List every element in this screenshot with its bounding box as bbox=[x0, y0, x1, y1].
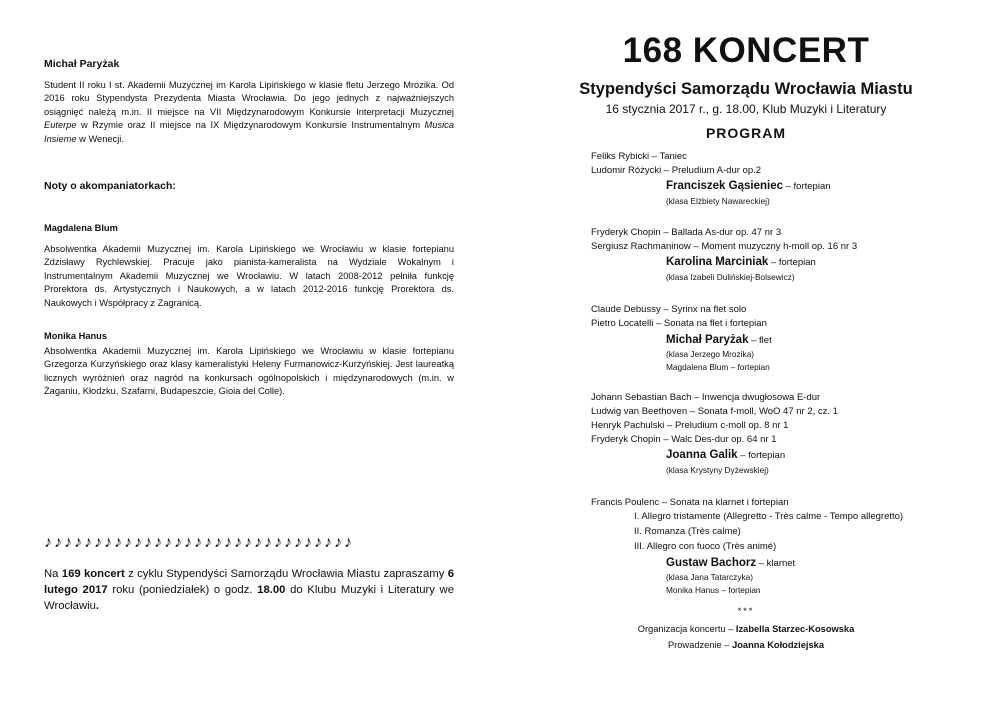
accompanist: Monika Hanus – fortepian bbox=[666, 585, 761, 595]
performer-role: – klarnet bbox=[756, 558, 796, 569]
performer-role: – fortepian bbox=[737, 450, 786, 461]
movement: II. Romanza (Très calme) bbox=[634, 526, 741, 537]
organizer-label: Organizacja koncertu – bbox=[637, 624, 736, 634]
performer-role: – flet bbox=[748, 335, 772, 346]
notes-title: Noty o akompaniatorkach: bbox=[44, 180, 176, 192]
bio-text-part: w Rzymie oraz II miejsce na IX Międzynarodowym Konkursie Instrumentalnym bbox=[76, 120, 425, 131]
performer bbox=[666, 333, 772, 348]
invite-number: 169 koncert bbox=[61, 568, 125, 580]
program-work: Claude Debussy – Syrinx na flet solo bbox=[591, 304, 747, 315]
separator-stars: *** bbox=[737, 606, 755, 616]
performer-name: Karolina Marciniak bbox=[666, 256, 769, 268]
accompanist-1 bbox=[44, 222, 454, 311]
movement: III. Allegro con fuoco (Très animé) bbox=[634, 541, 777, 552]
invite-part: . bbox=[95, 600, 100, 612]
next-concert-invite bbox=[44, 566, 454, 614]
performer-name: Joanna Galik bbox=[666, 449, 738, 461]
program-work: Pietro Locatelli – Sonata na flet i fortepian bbox=[591, 318, 767, 329]
performer bbox=[666, 255, 816, 270]
teacher-class: (klasa Jana Tatarczyka) bbox=[666, 572, 753, 582]
bio-name: Michał Paryżak bbox=[44, 58, 120, 70]
teacher-class: (klasa Jerzego Mrozika) bbox=[666, 349, 755, 359]
acc2-text: Absolwentka Akademii Muzycznej im. Karola Lipińskiego we Wrocławiu w klasie fortepianu Grzegorza Kurzyńskiego oraz klasy kameralistyki Heleny Furmanowicz-Kurzyńskiej. Jest laureatką licznych wyróżnień oraz nagród na konkursach ogólnopolskich i międzynarodowych (m.in. w Żaganiu, Kłodzku, Szafarni, Budapeszcie, Gioia del Colle). bbox=[44, 345, 454, 397]
acc2-name: Monika Hanus bbox=[44, 331, 108, 341]
teacher-class: (klasa Krystyny Dyżewskiej) bbox=[666, 465, 769, 475]
invite-part: Na bbox=[44, 568, 62, 580]
organizer-line bbox=[500, 624, 992, 634]
organizer-name: Izabella Starzec-Kosowska bbox=[735, 624, 855, 634]
invite-time: 18.00 bbox=[257, 584, 286, 596]
performer bbox=[666, 179, 831, 194]
accompanist-2 bbox=[44, 330, 454, 399]
invite-part: z cyklu Stypendyści Samorządu Wrocławia Miastu zapraszamy bbox=[124, 568, 448, 580]
acc1-name: Magdalena Blum bbox=[44, 223, 118, 233]
program-work: Fryderyk Chopin – Walc Des-dur op. 64 nr 1 bbox=[591, 434, 777, 445]
concert-subtitle: Stypendyści Samorządu Wrocławia Miastu bbox=[579, 80, 913, 98]
music-notes-divider: ♪♪♪♪♪♪♪♪♪♪♪♪♪♪♪♪♪♪♪♪♪♪♪♪♪♪♪♪♪♪♪ bbox=[44, 534, 354, 551]
performer bbox=[666, 556, 795, 571]
bio-musica: Musica Insieme bbox=[44, 120, 454, 144]
program-work: Johann Sebastian Bach – Inwencja dwugłosowa E-dur bbox=[591, 392, 821, 403]
invite-part: roku (poniedziałek) o godz. bbox=[107, 584, 258, 596]
bio-section bbox=[44, 58, 454, 147]
host-name: Joanna Kołodziejska bbox=[732, 640, 825, 650]
bio-euterpe: Euterpe bbox=[44, 120, 77, 131]
program-work: Ludomir Różycki – Preludium A-dur op.2 bbox=[591, 165, 762, 176]
performer-name: Michał Paryżak bbox=[666, 334, 749, 346]
host-label: Prowadzenie – bbox=[667, 640, 733, 650]
concert-dateline: 16 stycznia 2017 r., g. 18.00, Klub Muzyki i Literatury bbox=[605, 102, 887, 116]
program-work: Feliks Rybicki – Taniec bbox=[591, 151, 687, 162]
movement: I. Allegro tristamente (Allegretto - Très calme - Tempo allegretto) bbox=[634, 511, 904, 522]
accompanist: Magdalena Blum – fortepian bbox=[666, 362, 770, 372]
bio-text-part: Student II roku I st. Akademii Muzycznej im Karola Lipińskiego w klasie fletu Jerzego Mrozika. Od 2016 roku Stypendysta Prezydenta Miasta Wrocławia. Do jego jednych z najważniejszych osiągnięć należą m.in. II miejsce na VII Międzynarodowym Konkursie Interpretacji Muzycznej bbox=[44, 79, 454, 117]
teacher-class: (klasa Elżbiety Nawareckiej) bbox=[666, 196, 770, 206]
performer-role: – fortepian bbox=[768, 257, 816, 268]
bio-text-part: w Wenecji. bbox=[76, 133, 124, 144]
bio-text bbox=[44, 79, 454, 147]
program-work: Sergiusz Rachmaninow – Moment muzyczny h-moll op. 16 nr 3 bbox=[591, 241, 858, 252]
program-work: Ludwig van Beethoven – Sonata f-moll, WoO 47 nr 2, cz. 1 bbox=[591, 406, 838, 417]
concert-title: 168 KONCERT bbox=[622, 31, 870, 70]
invite-date: 6 lutego 2017 bbox=[44, 568, 454, 596]
teacher-class: (klasa Izabeli Dulińskiej-Bolsewicz) bbox=[666, 272, 795, 282]
performer-name: Gustaw Bachorz bbox=[666, 557, 757, 569]
performer-role: – fortepian bbox=[782, 181, 831, 192]
program-work: Fryderyk Chopin – Ballada As-dur op. 47 nr 3 bbox=[591, 227, 782, 238]
program-heading: PROGRAM bbox=[705, 125, 787, 141]
program-work: Henryk Pachulski – Preludium c-moll op. 8 nr 1 bbox=[591, 420, 789, 431]
host-line bbox=[500, 640, 992, 650]
invite-part: do Klubu Muzyki i Literatury we Wrocławiu bbox=[44, 584, 454, 612]
performer-name: Franciszek Gąsieniec bbox=[666, 180, 783, 192]
program-work: Francis Poulenc – Sonata na klarnet i fortepian bbox=[591, 497, 789, 508]
acc1-text: Absolwentka Akademii Muzycznej im. Karola Lipińskiego we Wrocławiu w klasie fortepianu Zdzisławy Rychlewskiej. Pracuje jako pianista-kameralista na Wydziale Wokalnym i Instrumentalnym Akademii Muzycznej we Wrocławiu. W latach 2008-2012 pełniła funkcję Prorektora ds. Artystycznych i Naukowych, a w latach 2012-2016 funkcję Prorektora ds. Naukowych i Współpracy z Zagranicą. bbox=[44, 243, 454, 308]
performer bbox=[666, 448, 785, 463]
